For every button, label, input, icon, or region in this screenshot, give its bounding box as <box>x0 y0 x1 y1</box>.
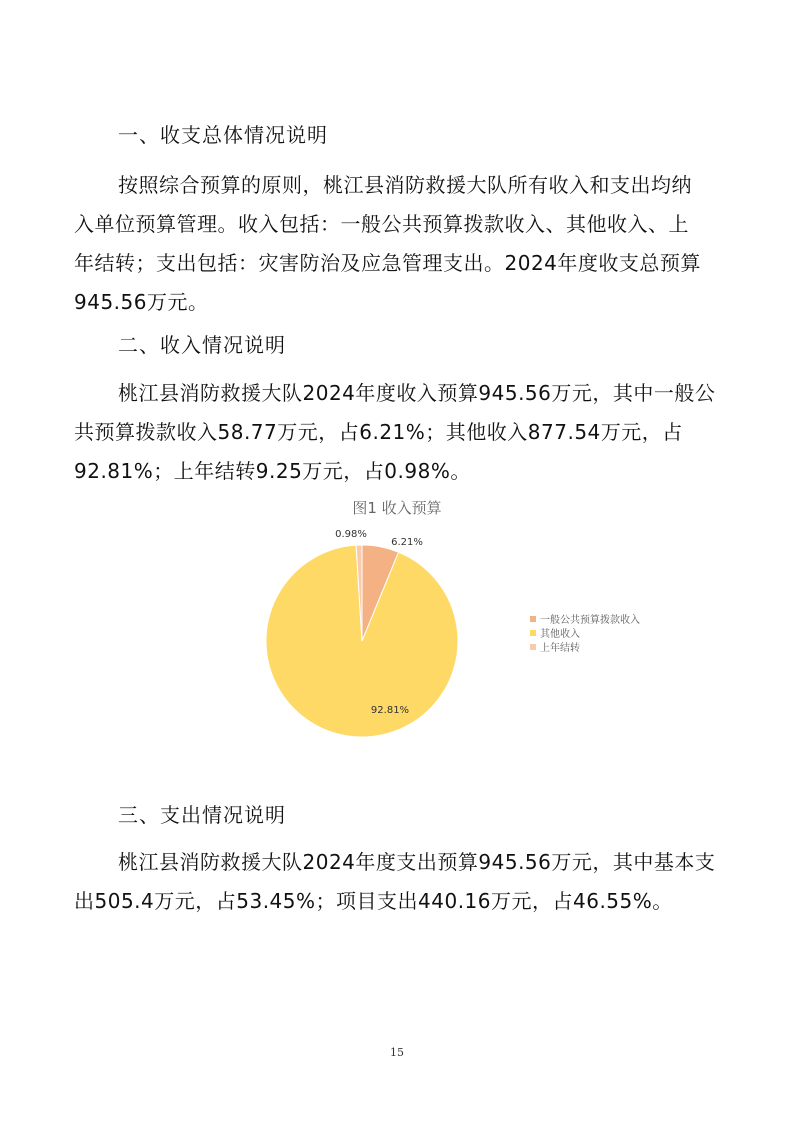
paragraph-line: 出505.4万元，占53.45%；项目支出440.16万元，占46.55%。 <box>74 889 673 913</box>
paragraph-line: 按照综合预算的原则，桃江县消防救援大队所有收入和支出均纳 <box>118 173 692 197</box>
legend-label-general-budget: 一般公共预算拨款收入 <box>540 615 640 626</box>
legend-swatch-general-budget <box>530 616 536 622</box>
paragraph-line: 年结转；支出包括：灾害防治及应急管理支出。2024年度收支总预算 <box>74 251 701 275</box>
paragraph-line: 桃江县消防救援大队2024年度支出预算945.56万元，其中基本支 <box>118 850 716 874</box>
section2-heading: 二、收入情况说明 <box>118 333 286 357</box>
pie-label-general-budget: 6.21% <box>391 537 423 548</box>
page-number: 15 <box>390 1046 404 1059</box>
section3-paragraph <box>74 843 722 921</box>
paragraph-line: 共预算拨款收入58.77万元，占6.21%；其他收入877.54万元，占 <box>74 420 683 444</box>
pie-label-other-income: 92.81% <box>370 705 410 716</box>
chart-title: 图1 收入预算 <box>352 499 442 517</box>
section3-heading: 三、支出情况说明 <box>118 803 286 827</box>
paragraph-line: 桃江县消防救援大队2024年度收入预算945.56万元，其中一般公 <box>118 381 716 405</box>
legend-label-carryover: 上年结转 <box>540 643 580 654</box>
legend-label-other-income: 其他收入 <box>540 629 580 640</box>
paragraph-line: 入单位预算管理。收入包括：一般公共预算拨款收入、其他收入、上 <box>74 212 689 236</box>
paragraph-line: 945.56万元。 <box>74 290 209 314</box>
section1-heading: 一、收支总体情况说明 <box>118 123 328 147</box>
paragraph-line: 92.81%；上年结转9.25万元，占0.98%。 <box>74 459 471 483</box>
legend-swatch-other-income <box>530 630 536 636</box>
legend-swatch-carryover <box>530 644 536 650</box>
pie-label-carryover: 0.98% <box>335 529 367 540</box>
